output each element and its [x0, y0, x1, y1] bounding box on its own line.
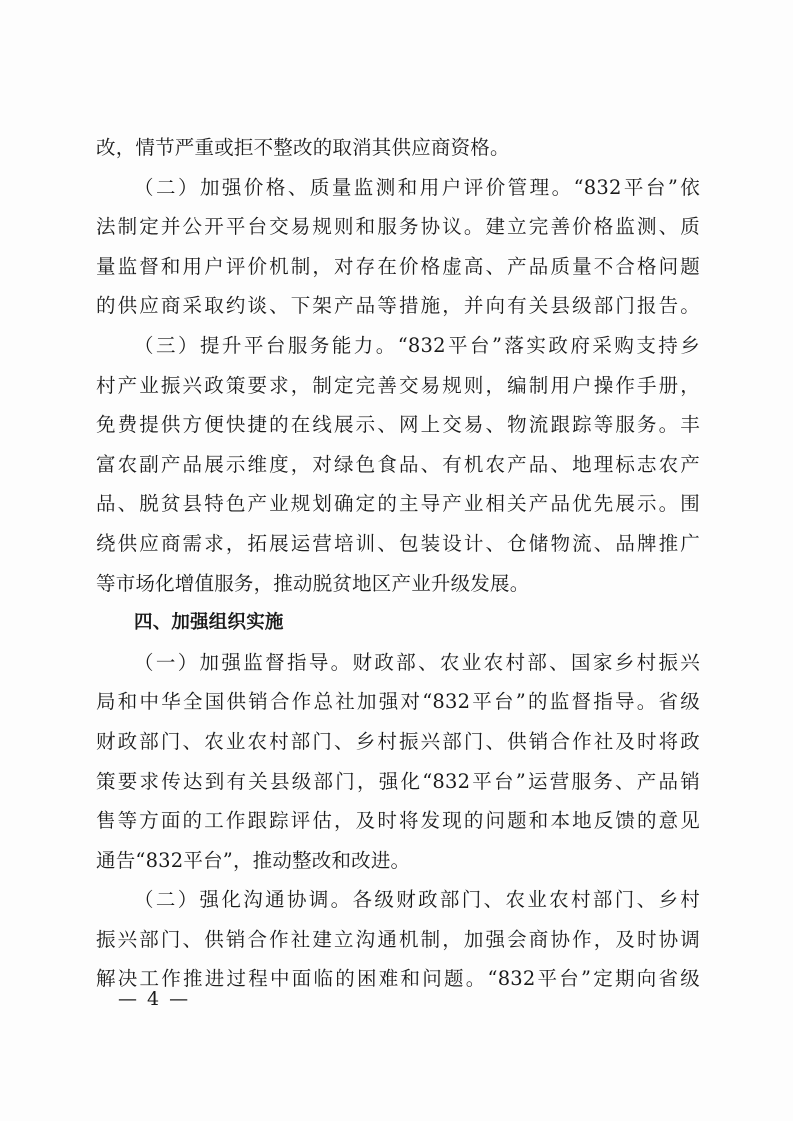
text-line: 振兴部门、供销合作社建立沟通机制，加强会商协作，及时协调 — [96, 927, 700, 951]
text-line: 局和中华全国供销合作总社加强对“832平台”的监督指导。省级 — [96, 690, 700, 714]
page-number: — 4 — — [118, 988, 191, 1010]
text-line: 富农副产品展示维度，对绿色食品、有机农产品、地理标志农产 — [96, 452, 700, 476]
text-line: 量监督和用户评价机制，对存在价格虚高、产品质量不合格问题 — [96, 254, 700, 278]
text-line: 村产业振兴政策要求，制定完善交易规则，编制用户操作手册， — [96, 373, 700, 397]
text-line: 策要求传达到有关县级部门，强化“832平台”运营服务、产品销 — [96, 769, 700, 793]
text-line: 免费提供方便快捷的在线展示、网上交易、物流跟踪等服务。丰 — [96, 413, 700, 437]
text-line: 品、脱贫县特色产业规划确定的主导产业相关产品优先展示。围 — [96, 492, 700, 516]
text-line: （二）加强价格、质量监测和用户评价管理。“832平台”依 — [134, 175, 700, 199]
text-line: 通告“832平台”，推动整改和改进。 — [96, 848, 411, 872]
text-line: 等市场化增值服务，推动脱贫地区产业升级发展。 — [96, 571, 530, 595]
text-line: 财政部门、农业农村部门、乡村振兴部门、供销合作社及时将政 — [96, 729, 700, 753]
text-line: 改，情节严重或拒不整改的取消其供应商资格。 — [96, 136, 510, 159]
text-line: 售等方面的工作跟踪评估，及时将发现的问题和本地反馈的意见 — [96, 809, 700, 833]
section-heading: 四、加强组织实施 — [134, 612, 284, 634]
text-line: 法制定并公开平台交易规则和服务协议。建立完善价格监测、质 — [96, 215, 700, 239]
text-line: 解决工作推进过程中面临的困难和问题。“832平台”定期向省级 — [96, 967, 700, 991]
text-line: （二）强化沟通协调。各级财政部门、农业农村部门、乡村 — [134, 888, 700, 912]
text-line: 的供应商采取约谈、下架产品等措施，并向有关县级部门报告。 — [96, 294, 700, 318]
body-text — [96, 128, 700, 999]
text-line: 绕供应商需求，拓展运营培训、包装设计、仓储物流、品牌推广 — [96, 531, 700, 555]
text-line: （一）加强监督指导。财政部、农业农村部、国家乡村振兴 — [134, 650, 700, 674]
text-line: （三）提升平台服务能力。“832平台”落实政府采购支持乡 — [134, 333, 700, 357]
